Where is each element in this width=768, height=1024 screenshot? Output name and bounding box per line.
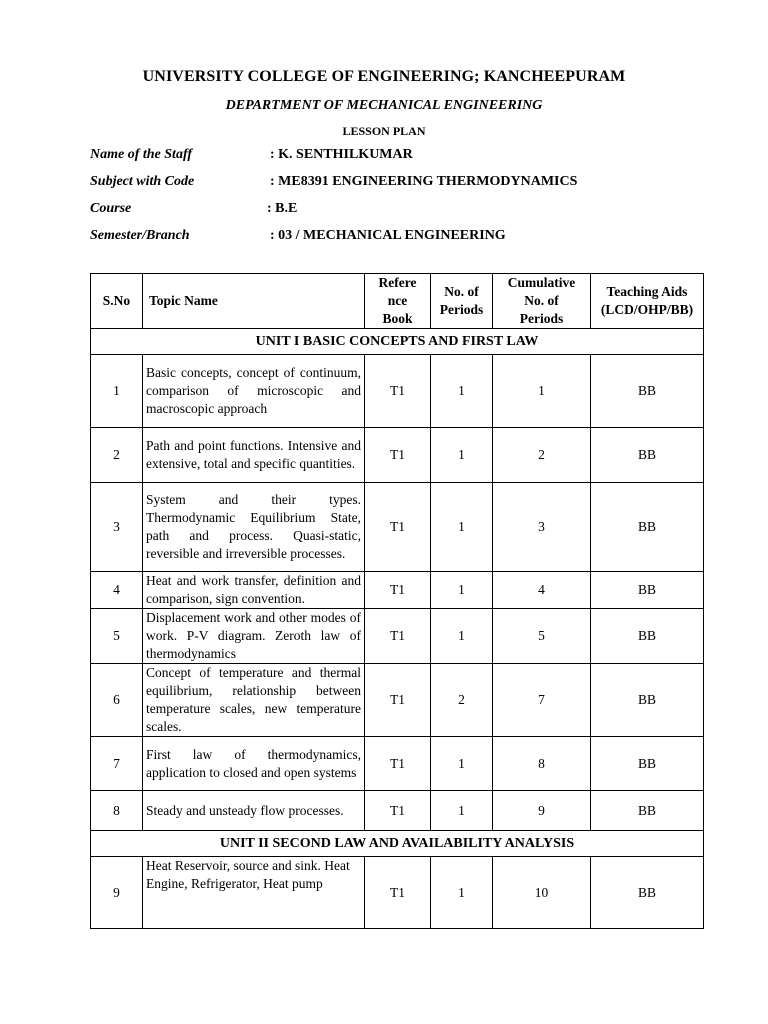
header-sno: S.No	[91, 274, 143, 329]
course-row	[90, 201, 710, 221]
topic-cell: Steady and unsteady flow processes.	[143, 791, 365, 831]
cumulative-cell: 8	[493, 737, 591, 791]
sno-cell: 8	[91, 791, 143, 831]
aids-cell: BB	[591, 609, 704, 664]
reference-cell: T1	[365, 737, 431, 791]
periods-cell: 1	[431, 355, 493, 428]
document-type: LESSON PLAN	[342, 124, 426, 138]
cumulative-cell: 9	[493, 791, 591, 831]
sno-cell: 4	[91, 572, 143, 609]
cumulative-cell: 1	[493, 355, 591, 428]
course-value: : B.E	[267, 201, 298, 216]
table-row	[91, 609, 704, 664]
periods-cell: 2	[431, 664, 493, 737]
aids-cell: BB	[591, 737, 704, 791]
unit-heading-row	[91, 831, 704, 857]
topic-cell: Path and point functions. Intensive and extensive, total and specific quantities.	[143, 428, 365, 483]
reference-cell: T1	[365, 857, 431, 929]
reference-cell: T1	[365, 355, 431, 428]
header-reference: Refere nce Book	[365, 274, 431, 329]
table-row	[91, 572, 704, 609]
cumulative-cell: 5	[493, 609, 591, 664]
header-teaching-aids: Teaching Aids (LCD/OHP/BB)	[591, 274, 704, 329]
reference-cell: T1	[365, 572, 431, 609]
periods-cell: 1	[431, 572, 493, 609]
topic-cell: Heat Reservoir, source and sink. Heat Engine, Refrigerator, Heat pump	[143, 857, 365, 929]
semester-label: Semester/Branch	[90, 228, 190, 243]
staff-label: Name of the Staff	[90, 147, 193, 162]
table-row	[91, 483, 704, 572]
table-row	[91, 355, 704, 428]
aids-cell: BB	[591, 664, 704, 737]
sno-cell: 3	[91, 483, 143, 572]
university-title: UNIVERSITY COLLEGE OF ENGINEERING; KANCHEEPURAM	[142, 68, 626, 85]
topic-cell: Basic concepts, concept of continuum, comparison of microscopic and macroscopic approach	[143, 355, 365, 428]
sno-cell: 5	[91, 609, 143, 664]
cumulative-cell: 4	[493, 572, 591, 609]
periods-cell: 1	[431, 483, 493, 572]
periods-cell: 1	[431, 737, 493, 791]
reference-cell: T1	[365, 609, 431, 664]
sno-cell: 9	[91, 857, 143, 929]
course-label: Course	[90, 201, 132, 216]
semester-row	[90, 228, 710, 248]
reference-cell: T1	[365, 791, 431, 831]
cumulative-cell: 10	[493, 857, 591, 929]
reference-cell: T1	[365, 483, 431, 572]
aids-cell: BB	[591, 355, 704, 428]
reference-cell: T1	[365, 428, 431, 483]
table-row	[91, 857, 704, 929]
subject-row	[90, 174, 710, 194]
unit-2-heading: UNIT II SECOND LAW AND AVAILABILITY ANALYSIS	[91, 831, 704, 857]
periods-cell: 1	[431, 857, 493, 929]
aids-cell: BB	[591, 857, 704, 929]
topic-cell: Displacement work and other modes of work. P-V diagram. Zeroth law of thermodynamics	[143, 609, 365, 664]
sno-cell: 1	[91, 355, 143, 428]
table-row	[91, 664, 704, 737]
table-row	[91, 737, 704, 791]
sno-cell: 2	[91, 428, 143, 483]
aids-cell: BB	[591, 572, 704, 609]
header-topic: Topic Name	[143, 274, 365, 329]
header-periods: No. of Periods	[431, 274, 493, 329]
subject-label: Subject with Code	[90, 174, 195, 189]
staff-row	[90, 147, 710, 167]
sno-cell: 7	[91, 737, 143, 791]
semester-value: : 03 / MECHANICAL ENGINEERING	[270, 228, 506, 243]
table-row	[91, 428, 704, 483]
cumulative-cell: 7	[493, 664, 591, 737]
topic-cell: Heat and work transfer, definition and comparison, sign convention.	[143, 572, 365, 609]
table-header-row	[91, 274, 704, 329]
lesson-plan-table	[90, 273, 704, 929]
sno-cell: 6	[91, 664, 143, 737]
topic-cell: First law of thermodynamics, application to closed and open systems	[143, 737, 365, 791]
subject-value: : ME8391 ENGINEERING THERMODYNAMICS	[270, 174, 578, 189]
aids-cell: BB	[591, 483, 704, 572]
periods-cell: 1	[431, 609, 493, 664]
reference-cell: T1	[365, 664, 431, 737]
periods-cell: 1	[431, 791, 493, 831]
aids-cell: BB	[591, 791, 704, 831]
unit-heading-row	[91, 329, 704, 355]
topic-cell: Concept of temperature and thermal equilibrium, relationship between temperature scales, new temperature scales.	[143, 664, 365, 737]
aids-cell: BB	[591, 428, 704, 483]
cumulative-cell: 3	[493, 483, 591, 572]
department-title: DEPARTMENT OF MECHANICAL ENGINEERING	[225, 98, 543, 113]
staff-value: : K. SENTHILKUMAR	[270, 147, 413, 162]
header-cumulative: Cumulative No. of Periods	[493, 274, 591, 329]
topic-cell: System and their types. Thermodynamic Equilibrium State, path and process. Quasi-static, reversible and irreversible processes.	[143, 483, 365, 572]
unit-1-heading: UNIT I BASIC CONCEPTS AND FIRST LAW	[91, 329, 704, 355]
table-row	[91, 791, 704, 831]
periods-cell: 1	[431, 428, 493, 483]
cumulative-cell: 2	[493, 428, 591, 483]
